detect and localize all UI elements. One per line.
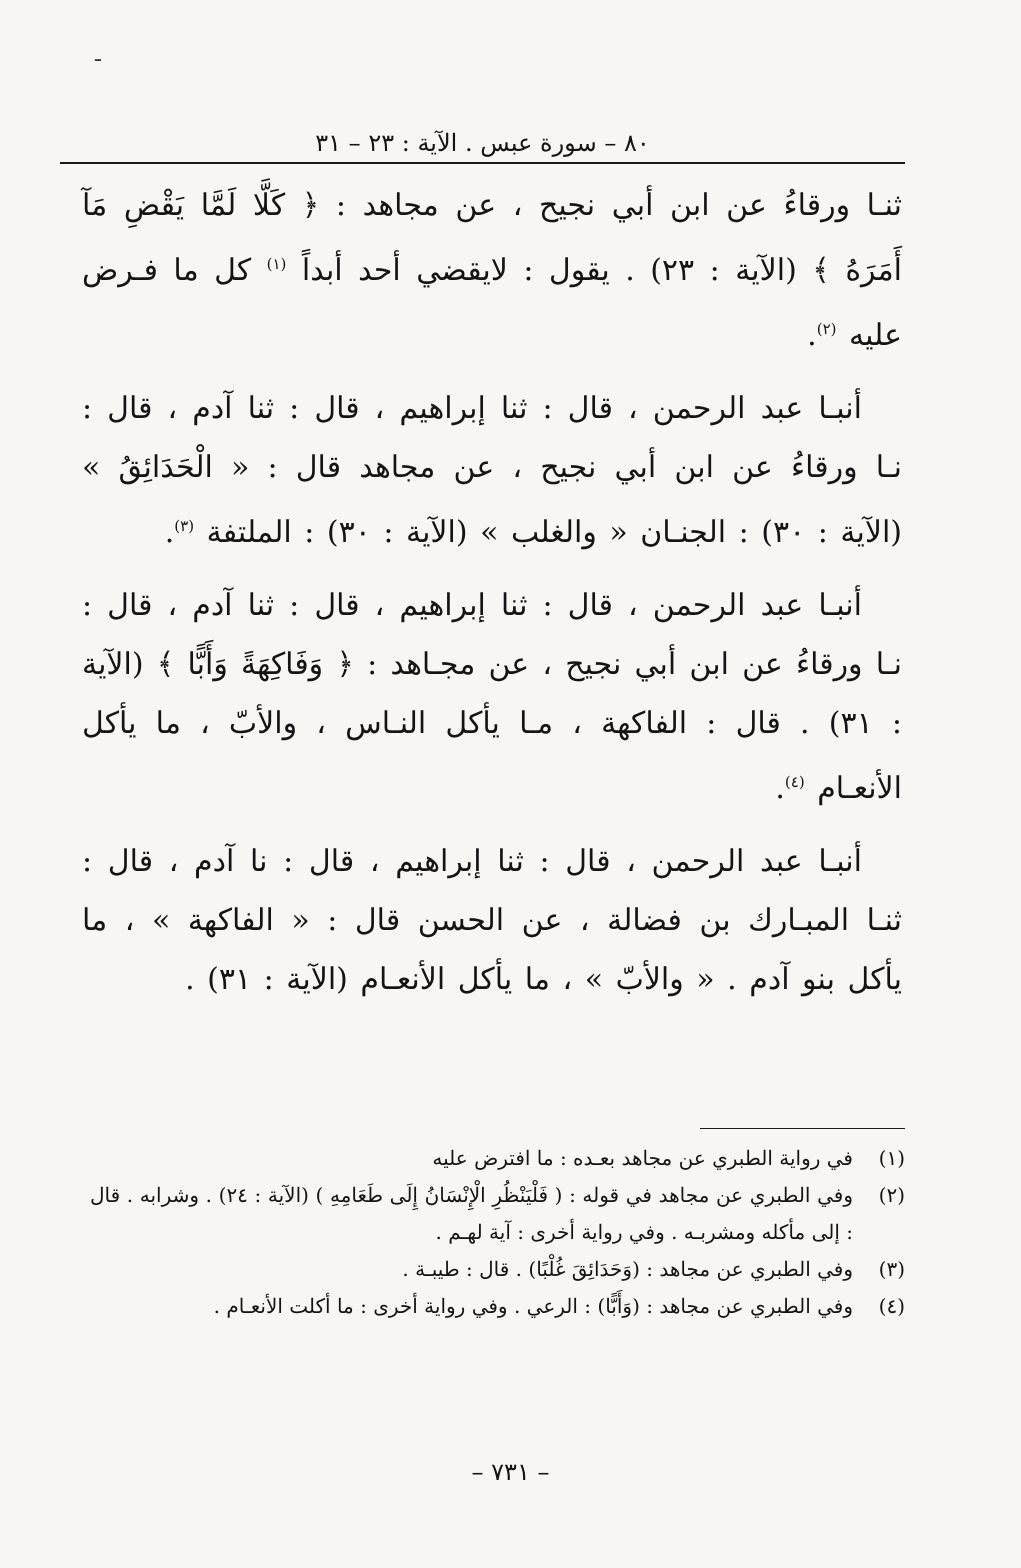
footnote-ref-1: (١) [266, 255, 287, 273]
footnote-4 [90, 1288, 905, 1325]
paragraph-2 [82, 379, 902, 562]
footnote-rule [700, 1128, 905, 1129]
paragraph-4-text: أنبـا عبد الرحمن ، قال : ثنا إبراهيم ، قال : نا آدم ، قال : ثنـا المبـارك بن فضالة ، عن الحسن قال : « الفاكهة » ، ما يأكل بنو آدم . « والأبّ » ، ما يأكل الأنعـام (الآية : ٣١) . [82, 844, 902, 997]
footnote-1-number: (١) [878, 1146, 905, 1170]
footnote-4-text: وفي الطبري عن مجاهد : (وَأَبًّا) : الرعي . وفي رواية أخرى : ما أكلت الأنعـام . [213, 1294, 853, 1318]
footnote-3 [90, 1251, 905, 1288]
footnote-ref-3: (٣) [174, 517, 195, 535]
footnote-3-number: (٣) [878, 1257, 905, 1281]
paragraph-1 [82, 176, 902, 365]
footnotes [90, 1140, 905, 1325]
running-header: ٨٠ – سورة عبس . الآية : ٢٣ – ٣١ [315, 129, 650, 157]
paragraph-1-tail: كل ما فـرض عليه [82, 253, 902, 353]
paragraph-1-end: . [807, 318, 817, 353]
corner-mark: ـ [95, 42, 101, 66]
footnote-ref-4: (٤) [784, 773, 805, 791]
page-number: – ٧٣١ – [471, 1458, 550, 1486]
footnote-3-text: وفي الطبري عن مجاهد : (وَحَدَائِقَ غُلْبًا) . قال : طيبـة . [402, 1257, 853, 1281]
main-text [82, 176, 902, 1023]
paragraph-2-end: . [164, 515, 175, 550]
paragraph-3-end: . [775, 771, 785, 806]
footnote-2-text: وفي الطبري عن مجاهد في قوله : ( فَلْيَنْظُرِ الْإِنْسَانُ إِلَى طَعَامِهِ ) (الآية : ٢٤) . وشرابه . قال : إلى مأكله ومشربـه . وفي رواية أخرى : آية لهـم . [90, 1183, 853, 1244]
header-rule [60, 162, 905, 164]
footnote-4-number: (٤) [878, 1294, 905, 1318]
paragraph-3-text: أنبـا عبد الرحمن ، قال : ثنا إبراهيم ، قال : ثنا آدم ، قال : نـا ورقاءُ عن ابن أبي نجيح ، عن مجـاهد : ﴿ وَفَاكِهَةً وَأَبًّا ﴾ (الآية : ٣١) . قال : الفاكهة ، مـا يأكل النـاس ، والأبّ ، ما يأكل الأنعـام [82, 588, 902, 806]
footnote-2-number: (٢) [878, 1183, 905, 1207]
footnote-2 [90, 1177, 905, 1251]
paragraph-2-text: أنبـا عبد الرحمن ، قال : ثنا إبراهيم ، قال : ثنا آدم ، قال : نـا ورقاءُ عن ابن أبي نجيح ، عن مجاهد قال : « الْحَدَائِقُ » (الآية : ٣٠) : الجنـان « والغلب » (الآية : ٣٠) : الملتفة [82, 391, 902, 550]
footnote-1-text: في رواية الطبري عن مجاهد بعـده : ما افترض عليه [432, 1146, 853, 1170]
paragraph-3 [82, 576, 902, 818]
footnote-ref-2: (٢) [816, 320, 837, 338]
paragraph-1-text: ثنـا ورقاءُ عن ابن أبي نجيح ، عن مجاهد : ﴿ كَلَّا لَمَّا يَقْضِ مَآ أَمَرَهُ ﴾ (الآية : ٢٣) . يقول : لايقضي أحد أبداً [82, 188, 902, 288]
footnote-1 [90, 1140, 905, 1177]
paragraph-4 [82, 832, 902, 1009]
